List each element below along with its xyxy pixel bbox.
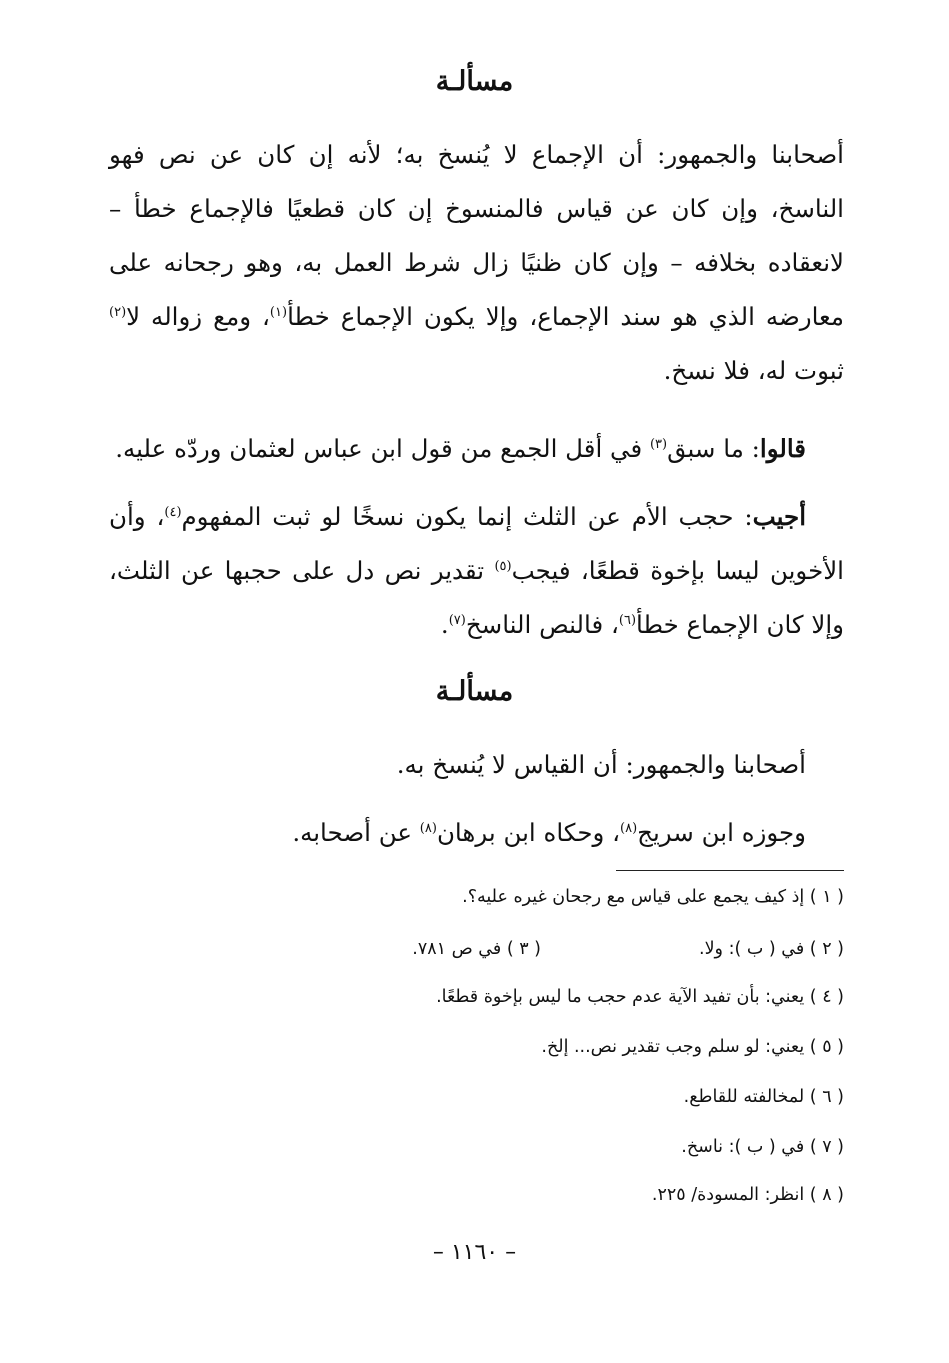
footnote: ( ٨ ) انظر: المسودة/ ٢٢٥. [651,1185,844,1205]
footnote-divider [616,870,844,871]
paragraph-text: ثبوت له، فلا نسخ. [663,356,844,385]
footnote: ( ٣ ) في ص ٧٨١. [412,939,541,959]
paragraph [109,490,844,652]
paragraph-text: تقدير نص دل على حجبها عن الثلث، وإلا كان الإجماع خطأ [109,556,844,639]
paragraph-text: وجوزه ابن سريج [637,818,806,847]
paragraph [109,128,844,398]
paragraph-text: ، وأن الأخوين ليسا بإخوة قطعًا، فيجب [109,502,844,585]
footnote-ref: (٧) [448,612,466,628]
paragraph-text: . [440,610,449,639]
paragraph-text: في أقل الجمع من قول ابن عباس لعثمان وردّه عليه. [115,434,650,463]
footnote-ref: (٨) [419,820,437,836]
footnote-ref: (٨) [620,820,638,836]
footnote: ( ٦ ) لمخالفته للقاطع. [683,1087,844,1107]
footnote: ( ٧ ) في ( ب ): ناسخ. [681,1137,844,1157]
paragraph-text: ، فالنص الناسخ [465,610,619,639]
footnote: ( ٤ ) يعني: بأن تفيد الآية عدم حجب ما ليس بإخوة قطعًا. [436,987,844,1007]
section-heading: مسألـة [435,676,514,707]
paragraph-label: قالوا [759,434,806,463]
paragraph: أصحابنا والجمهور: أن القياس لا يُنسخ به. [396,750,806,779]
footnote-ref: (١) [269,304,288,320]
paragraph-text: ، ومع زواله لا [126,302,270,331]
paragraph [109,422,844,476]
footnote: ( ٢ ) في ( ب ): ولا. [699,939,844,959]
footnote-ref: (٦) [618,612,637,628]
footnote-ref: (٤) [164,504,182,520]
paragraph-text: : حجب الأم عن الثلث إنما يكون نسخًا لو ثبت المفهوم [181,502,753,531]
footnote-ref: (٥) [494,558,512,574]
paragraph-label: أجيب [752,502,807,531]
footnote-ref: (٣) [649,436,668,452]
paragraph-text: ، وحكاه ابن برهان [436,818,621,847]
paragraph [109,806,844,860]
paragraph-text: : ما سبق [667,434,760,463]
footnote: ( ١ ) إذ كيف يجمع على قياس مع رجحان غيره عليه؟. [462,887,844,907]
page-number: – ١١٦٠ – [432,1240,517,1265]
paragraph-text: عن أصحابه. [292,818,420,847]
footnote-ref: (٢) [109,304,127,320]
footnote: ( ٥ ) يعني: لو سلم وجب تقدير نص... إلخ. [541,1037,844,1057]
paragraph-text: أصحابنا والجمهور: أن الإجماع لا يُنسخ به؛ لأنه إن كان عن نص فهو الناسخ، وإن كان عن قياس فالمنسوخ إن كان قطعيًا فالإجماع خطأ – لانعقاده بخلافه – وإن كان ظنيًا زال شرط العمل به، وهو رجحانه على معارضه الذي هو سند الإجماع، وإلا يكون الإجماع خطأ [109,140,845,331]
section-heading: مسألـة [435,66,514,97]
